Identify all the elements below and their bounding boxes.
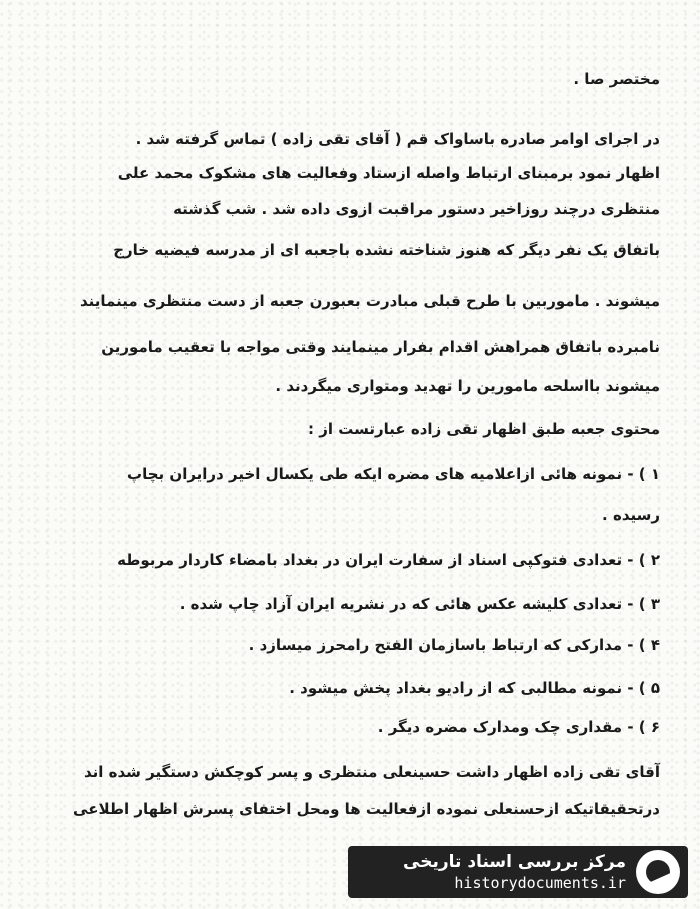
list-item-6: ۶ ) - مقداری چک ومدارک مضره دیگر . xyxy=(377,718,660,736)
watermark-title: مرکز بررسی اسناد تاریخی xyxy=(403,852,626,872)
body-line-5: میشوند . ماموربین با طرح قبلی مبادرت بعبورن جعبه از دست منتظری مینمایند xyxy=(80,292,660,310)
list-item-2: ۲ ) - تعدادی فتوکپی اسناد از سفارت ایران در بغداد بامضاء کاردار مربوطه xyxy=(117,551,660,569)
list-item-1: ۱ ) - نمونه هائی ازاعلامیه های مضره ایکه طی یکسال اخیر درایران بچاپ xyxy=(127,465,660,483)
list-item-5: ۵ ) - نمونه مطالبی که از رادیو بغداد پخش میشود . xyxy=(289,679,660,697)
closing-line-2: درتحقیقاتیکه ازحسنعلی نموده ازفعالیت ها ومحل اختفای پسرش اظهار اطلاعی xyxy=(73,800,660,818)
closing-line-1: آقای تقی زاده اظهار داشت حسینعلی منتظری و پسر کوچکش دستگیر شده اند xyxy=(83,763,660,781)
body-line-1: در اجرای اوامر صادره باساواک قم ( آقای تقی زاده ) تماس گرفته شد . xyxy=(135,130,660,148)
watermark-url: historydocuments.ir xyxy=(454,874,626,892)
body-line-8: محتوی جعبه طبق اظهار تقی زاده عبارتست از : xyxy=(308,420,660,438)
list-item-1-continued: رسیده . xyxy=(602,506,660,524)
archive-emblem-icon xyxy=(636,850,680,894)
body-line-4: باتفاق یک نفر دیگر که هنوز شناخته نشده باجعبه ای از مدرسه فیضیه خارج xyxy=(113,241,660,259)
document-heading: مختصر صا . xyxy=(573,70,660,88)
body-line-2: اظهار نمود برمبنای ارتباط واصله ازستاد وفعالیت های مشکوک محمد علی xyxy=(117,164,660,182)
body-line-7: میشوند بااسلحه مامورین را تهدید ومتواری میگردند . xyxy=(275,377,660,395)
watermark-logo xyxy=(348,846,688,898)
list-item-3: ۳ ) - تعدادی کلیشه عکس هائی که در نشریه ایران آزاد چاپ شده . xyxy=(179,595,660,613)
body-line-6: نامبرده باتفاق همراهش اقدام بفرار مینمایند وقتی مواجه با تعقیب مامورین xyxy=(101,338,660,356)
list-item-4: ۴ ) - مدارکی که ارتباط باسازمان الفتح رامحرز میسازد . xyxy=(248,636,660,654)
body-line-3: منتظری درچند روزاخیر دستور مراقبت ازوی داده شد . شب گذشته xyxy=(173,200,660,218)
